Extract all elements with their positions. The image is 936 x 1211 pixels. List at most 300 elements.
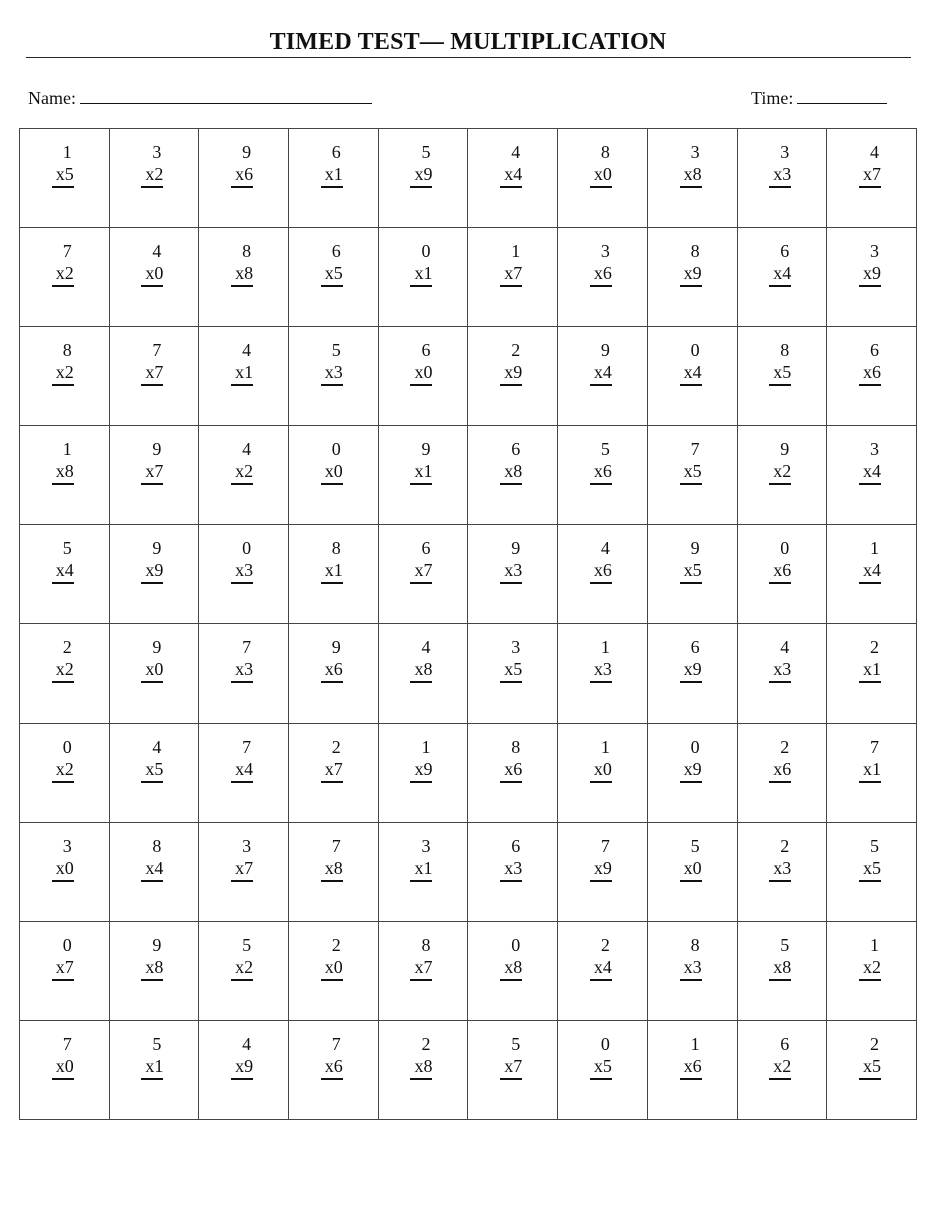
multiplier: x3: [769, 857, 791, 882]
problem-cell: [379, 228, 469, 327]
problem-cell: [110, 129, 200, 228]
problem-cell: [648, 823, 738, 922]
multiplication-problem: [859, 835, 881, 882]
multiplicand: 5: [690, 835, 700, 856]
problem-cell: [20, 327, 110, 426]
multiplier: x4: [500, 163, 522, 188]
multiplier: x5: [680, 460, 702, 485]
multiplier: x9: [231, 1055, 253, 1080]
multiplication-problem: [859, 240, 881, 287]
multiplier: x3: [590, 658, 612, 683]
multiplier: x3: [769, 163, 791, 188]
problem-cell: [199, 228, 289, 327]
multiplicand: 4: [242, 439, 252, 460]
multiplicand: 9: [421, 439, 431, 460]
multiplicand: 8: [511, 736, 521, 757]
problem-cell: [379, 922, 469, 1021]
multiplier: x1: [231, 361, 253, 386]
multiplicand: 7: [331, 835, 341, 856]
multiplication-problem: [321, 636, 343, 683]
multiplication-problem: [590, 835, 612, 882]
problem-cell: [199, 327, 289, 426]
multiplication-problem: [769, 835, 791, 882]
multiplication-problem: [590, 537, 612, 584]
multiplier: x9: [680, 758, 702, 783]
multiplier: x2: [769, 460, 791, 485]
multiplier: x0: [52, 1055, 74, 1080]
problem-cell: [199, 1021, 289, 1120]
problem-cell: [20, 823, 110, 922]
problem-cell: [558, 525, 648, 624]
multiplier: x8: [52, 460, 74, 485]
multiplicand: 6: [511, 439, 521, 460]
problem-cell: [558, 129, 648, 228]
multiplier: x0: [321, 460, 343, 485]
multiplier: x6: [590, 460, 612, 485]
multiplication-problem: [141, 141, 163, 188]
multiplication-problem: [231, 934, 253, 981]
multiplication-problem: [410, 537, 432, 584]
multiplicand: 9: [780, 439, 790, 460]
problem-cell: [468, 525, 558, 624]
multiplicand: 9: [331, 637, 341, 658]
multiplicand: 4: [242, 1033, 252, 1054]
multiplicand: 2: [869, 1033, 879, 1054]
multiplier: x6: [769, 559, 791, 584]
multiplier: x6: [680, 1055, 702, 1080]
multiplication-problem: [680, 835, 702, 882]
problem-cell: [379, 129, 469, 228]
multiplier: x7: [52, 956, 74, 981]
multiplicand: 6: [421, 340, 431, 361]
multiplication-problem: [590, 438, 612, 485]
problem-cell: [289, 624, 379, 723]
multiplicand: 6: [331, 142, 341, 162]
multiplication-problem: [321, 835, 343, 882]
multiplicand: 3: [242, 835, 252, 856]
multiplicand: 0: [690, 340, 700, 361]
multiplier: x4: [680, 361, 702, 386]
multiplication-problem: [231, 537, 253, 584]
problem-cell: [648, 228, 738, 327]
multiplicand: 1: [62, 142, 72, 162]
multiplication-problem: [52, 934, 74, 981]
problem-cell: [20, 426, 110, 525]
multiplier: x6: [321, 1055, 343, 1080]
time-label: Time:: [751, 88, 794, 108]
multiplication-problem: [500, 835, 522, 882]
problem-cell: [738, 525, 828, 624]
multiplier: x5: [321, 262, 343, 287]
multiplication-problem: [769, 141, 791, 188]
problem-cell: [289, 922, 379, 1021]
multiplicand: 9: [152, 538, 162, 559]
name-field: [28, 87, 372, 109]
multiplicand: 3: [869, 439, 879, 460]
multiplicand: 0: [780, 538, 790, 559]
problem-cell: [110, 228, 200, 327]
problem-cell: [110, 1021, 200, 1120]
multiplication-problem: [500, 537, 522, 584]
problem-cell: [738, 129, 828, 228]
multiplication-problem: [680, 240, 702, 287]
multiplication-problem: [52, 339, 74, 386]
multiplier: x2: [231, 460, 253, 485]
multiplier: x0: [52, 857, 74, 882]
multiplier: x2: [769, 1055, 791, 1080]
problem-cell: [468, 922, 558, 1021]
multiplication-problem: [321, 141, 343, 188]
multiplicand: 7: [690, 439, 700, 460]
multiplier: x0: [410, 361, 432, 386]
multiplicand: 4: [780, 637, 790, 658]
multiplicand: 7: [242, 637, 252, 658]
time-field: [751, 87, 887, 109]
multiplier: x8: [321, 857, 343, 882]
multiplication-problem: [500, 240, 522, 287]
problem-cell: [379, 624, 469, 723]
problem-cell: [110, 724, 200, 823]
multiplier: x3: [500, 559, 522, 584]
multiplier: x0: [680, 857, 702, 882]
multiplier: x6: [590, 262, 612, 287]
multiplicand: 5: [600, 439, 610, 460]
problem-cell: [468, 228, 558, 327]
multiplier: x2: [859, 956, 881, 981]
multiplication-problem: [52, 1033, 74, 1080]
multiplication-problem: [231, 438, 253, 485]
multiplicand: 2: [600, 934, 610, 955]
multiplier: x3: [500, 857, 522, 882]
multiplicand: 4: [242, 340, 252, 361]
multiplicand: 0: [331, 439, 341, 460]
multiplicand: 9: [152, 637, 162, 658]
multiplier: x2: [52, 658, 74, 683]
title-divider: [26, 57, 911, 58]
multiplier: x8: [141, 956, 163, 981]
multiplier: x3: [231, 658, 253, 683]
multiplier: x0: [590, 758, 612, 783]
multiplication-problem: [500, 141, 522, 188]
problem-cell: [558, 426, 648, 525]
problem-cell: [110, 327, 200, 426]
problem-cell: [738, 922, 828, 1021]
multiplication-problem: [410, 438, 432, 485]
multiplier: x4: [859, 460, 881, 485]
problem-cell: [648, 426, 738, 525]
multiplier: x1: [410, 262, 432, 287]
problem-cell: [468, 426, 558, 525]
problem-cell: [199, 724, 289, 823]
multiplier: x5: [52, 163, 74, 188]
problem-cell: [738, 228, 828, 327]
problem-cell: [648, 525, 738, 624]
multiplication-problem: [590, 240, 612, 287]
problem-cell: [289, 823, 379, 922]
multiplicand: 2: [869, 637, 879, 658]
multiplication-problem: [769, 736, 791, 783]
multiplication-problem: [52, 636, 74, 683]
multiplier: x6: [321, 658, 343, 683]
multiplication-problem: [231, 835, 253, 882]
multiplication-problem: [680, 537, 702, 584]
multiplier: x9: [410, 163, 432, 188]
problem-cell: [827, 426, 917, 525]
problem-cell: [20, 724, 110, 823]
multiplication-problem: [859, 339, 881, 386]
multiplier: x8: [680, 163, 702, 188]
problem-cell: [558, 1021, 648, 1120]
multiplication-problem: [321, 934, 343, 981]
multiplier: x1: [859, 758, 881, 783]
problem-cell: [20, 129, 110, 228]
problem-cell: [468, 624, 558, 723]
multiplicand: 4: [869, 142, 879, 162]
multiplicand: 4: [600, 538, 610, 559]
problem-cell: [738, 624, 828, 723]
multiplier: x2: [231, 956, 253, 981]
problem-cell: [289, 129, 379, 228]
problem-cell: [20, 525, 110, 624]
multiplication-problem: [590, 1033, 612, 1080]
multiplier: x1: [410, 460, 432, 485]
multiplier: x5: [141, 758, 163, 783]
multiplicand: 2: [331, 736, 341, 757]
multiplicand: 0: [421, 241, 431, 262]
multiplication-problem: [769, 438, 791, 485]
problem-cell: [558, 228, 648, 327]
problem-cell: [199, 129, 289, 228]
multiplier: x0: [141, 658, 163, 683]
problem-cell: [648, 624, 738, 723]
problem-cell: [558, 823, 648, 922]
multiplier: x3: [231, 559, 253, 584]
multiplication-problem: [321, 736, 343, 783]
multiplication-problem: [410, 736, 432, 783]
multiplication-problem: [410, 339, 432, 386]
multiplication-problem: [141, 934, 163, 981]
multiplication-problem: [52, 141, 74, 188]
multiplicand: 4: [511, 142, 521, 162]
multiplicand: 6: [331, 241, 341, 262]
problem-cell: [379, 327, 469, 426]
problem-cell: [110, 624, 200, 723]
multiplicand: 7: [62, 241, 72, 262]
multiplicand: 7: [331, 1033, 341, 1054]
multiplication-problem: [859, 1033, 881, 1080]
multiplier: x8: [769, 956, 791, 981]
multiplication-problem: [500, 438, 522, 485]
multiplier: x8: [231, 262, 253, 287]
problem-cell: [20, 1021, 110, 1120]
multiplier: x4: [859, 559, 881, 584]
multiplicand: 5: [62, 538, 72, 559]
multiplication-problem: [500, 736, 522, 783]
multiplicand: 8: [690, 241, 700, 262]
multiplication-problem: [141, 1033, 163, 1080]
multiplication-problem: [590, 736, 612, 783]
multiplicand: 1: [690, 1033, 700, 1054]
multiplier: x7: [500, 1055, 522, 1080]
multiplier: x1: [410, 857, 432, 882]
multiplication-problem: [769, 339, 791, 386]
multiplication-problem: [410, 835, 432, 882]
multiplication-problem: [321, 1033, 343, 1080]
multiplier: x0: [590, 163, 612, 188]
multiplication-problem: [52, 438, 74, 485]
multiplication-problem: [590, 339, 612, 386]
problem-cell: [558, 624, 648, 723]
multiplicand: 7: [242, 736, 252, 757]
problem-cell: [289, 724, 379, 823]
multiplicand: 6: [780, 1033, 790, 1054]
multiplier: x5: [859, 857, 881, 882]
multiplicand: 0: [62, 934, 72, 955]
multiplicand: 4: [421, 637, 431, 658]
multiplicand: 7: [62, 1033, 72, 1054]
multiplicand: 2: [780, 736, 790, 757]
multiplier: x3: [321, 361, 343, 386]
problem-cell: [827, 327, 917, 426]
multiplier: x7: [141, 460, 163, 485]
multiplication-problem: [680, 934, 702, 981]
multiplier: x8: [500, 956, 522, 981]
multiplicand: 3: [690, 142, 700, 162]
name-blank-line[interactable]: [80, 87, 372, 104]
multiplier: x9: [590, 857, 612, 882]
multiplicand: 2: [511, 340, 521, 361]
problem-cell: [827, 525, 917, 624]
multiplicand: 9: [152, 934, 162, 955]
multiplication-problem: [141, 438, 163, 485]
page-title: TIMED TEST— MULTIPLICATION: [269, 29, 667, 55]
multiplication-problem: [231, 339, 253, 386]
multiplication-problem: [410, 636, 432, 683]
problem-cell: [468, 724, 558, 823]
multiplication-problem: [231, 636, 253, 683]
multiplication-problem: [769, 240, 791, 287]
problem-cell: [20, 624, 110, 723]
multiplication-problem: [769, 934, 791, 981]
problem-grid: [19, 128, 917, 1120]
multiplicand: 0: [62, 736, 72, 757]
multiplier: x9: [410, 758, 432, 783]
multiplier: x5: [769, 361, 791, 386]
multiplication-problem: [141, 835, 163, 882]
multiplier: x5: [590, 1055, 612, 1080]
problem-cell: [289, 525, 379, 624]
multiplier: x9: [680, 658, 702, 683]
multiplication-problem: [590, 141, 612, 188]
multiplier: x0: [141, 262, 163, 287]
multiplication-problem: [500, 934, 522, 981]
multiplier: x6: [859, 361, 881, 386]
problem-cell: [20, 922, 110, 1021]
problem-cell: [289, 426, 379, 525]
problem-cell: [827, 922, 917, 1021]
multiplicand: 9: [152, 439, 162, 460]
problem-cell: [379, 525, 469, 624]
multiplicand: 1: [600, 637, 610, 658]
problem-cell: [738, 823, 828, 922]
multiplicand: 3: [421, 835, 431, 856]
multiplicand: 5: [421, 142, 431, 162]
multiplier: x3: [680, 956, 702, 981]
multiplication-problem: [141, 240, 163, 287]
multiplicand: 0: [511, 934, 521, 955]
problem-cell: [379, 823, 469, 922]
multiplier: x1: [859, 658, 881, 683]
multiplicand: 6: [780, 241, 790, 262]
multiplicand: 0: [690, 736, 700, 757]
multiplicand: 8: [152, 835, 162, 856]
problem-cell: [289, 228, 379, 327]
multiplicand: 2: [62, 637, 72, 658]
multiplication-problem: [321, 240, 343, 287]
multiplication-problem: [410, 934, 432, 981]
multiplier: x9: [680, 262, 702, 287]
multiplication-problem: [410, 141, 432, 188]
multiplier: x6: [590, 559, 612, 584]
problem-cell: [379, 724, 469, 823]
problem-cell: [468, 327, 558, 426]
multiplier: x2: [52, 758, 74, 783]
multiplication-problem: [231, 736, 253, 783]
multiplication-problem: [590, 636, 612, 683]
multiplication-problem: [52, 736, 74, 783]
problem-cell: [648, 724, 738, 823]
problem-cell: [827, 823, 917, 922]
multiplier: x1: [321, 559, 343, 584]
time-blank-line[interactable]: [797, 87, 887, 104]
multiplier: x3: [769, 658, 791, 683]
multiplication-problem: [410, 1033, 432, 1080]
multiplier: x7: [231, 857, 253, 882]
multiplication-problem: [769, 537, 791, 584]
problem-cell: [468, 823, 558, 922]
multiplication-problem: [859, 934, 881, 981]
problem-cell: [738, 327, 828, 426]
multiplicand: 5: [780, 934, 790, 955]
problem-cell: [738, 1021, 828, 1120]
multiplicand: 0: [600, 1033, 610, 1054]
problem-cell: [468, 129, 558, 228]
multiplication-problem: [500, 636, 522, 683]
multiplicand: 8: [690, 934, 700, 955]
multiplication-problem: [680, 736, 702, 783]
problem-cell: [199, 823, 289, 922]
multiplier: x6: [769, 758, 791, 783]
multiplicand: 4: [152, 241, 162, 262]
multiplier: x7: [410, 559, 432, 584]
multiplier: x4: [590, 361, 612, 386]
problem-cell: [20, 228, 110, 327]
multiplication-problem: [769, 636, 791, 683]
multiplication-problem: [680, 438, 702, 485]
multiplication-problem: [321, 339, 343, 386]
problem-cell: [558, 327, 648, 426]
multiplication-problem: [769, 1033, 791, 1080]
multiplicand: 3: [600, 241, 610, 262]
multiplier: x6: [231, 163, 253, 188]
multiplication-problem: [859, 438, 881, 485]
problem-cell: [738, 426, 828, 525]
problem-cell: [289, 1021, 379, 1120]
multiplicand: 5: [331, 340, 341, 361]
multiplicand: 2: [331, 934, 341, 955]
multiplication-problem: [680, 1033, 702, 1080]
multiplication-problem: [590, 934, 612, 981]
